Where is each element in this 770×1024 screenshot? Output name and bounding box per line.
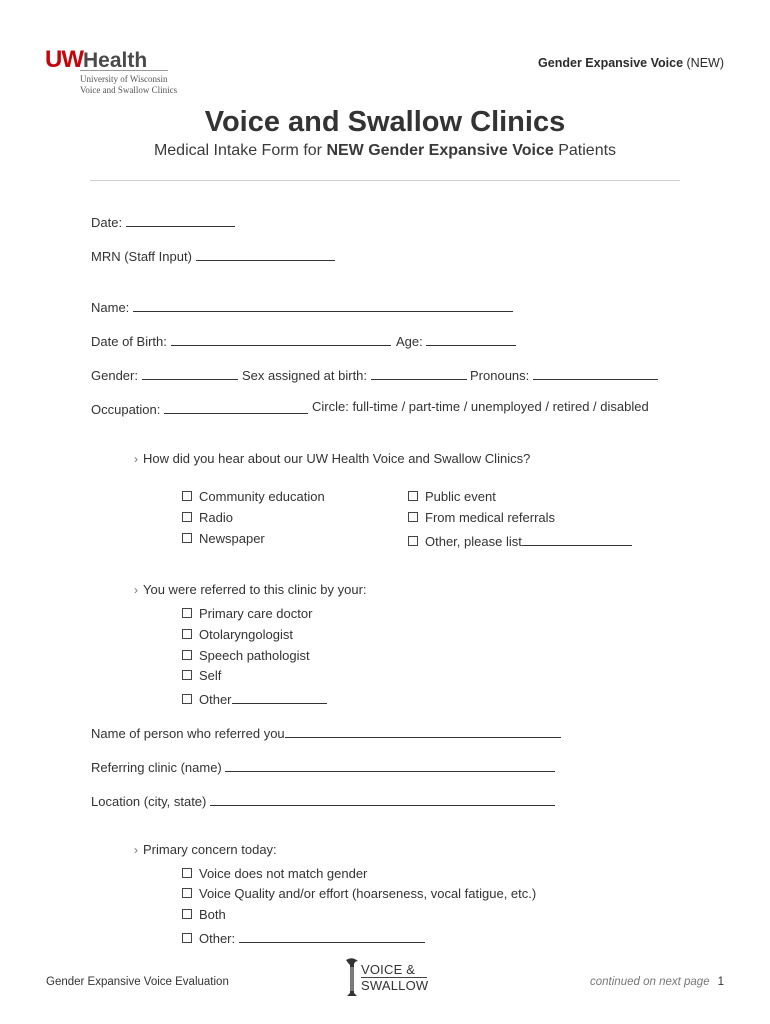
pronouns-line[interactable]	[533, 365, 658, 380]
footer-left: Gender Expansive Voice Evaluation	[46, 976, 229, 988]
logo-subtitle	[80, 74, 177, 96]
date-field[interactable]	[91, 212, 235, 230]
checkbox-icon[interactable]	[408, 512, 418, 522]
pronouns-label: Pronouns:	[470, 368, 530, 383]
checkbox-self[interactable]	[182, 668, 221, 683]
chevron-right-icon: ›	[134, 843, 138, 857]
checkbox-icon[interactable]	[182, 670, 192, 680]
date-line[interactable]	[126, 212, 235, 227]
sex-at-birth-label: Sex assigned at birth:	[242, 368, 368, 383]
option-label: Other, please list	[425, 534, 522, 549]
checkbox-icon[interactable]	[182, 491, 192, 501]
gender-label: Gender:	[91, 368, 138, 383]
age-field[interactable]	[396, 331, 516, 349]
name-line[interactable]	[133, 297, 513, 312]
checkbox-icon[interactable]	[408, 536, 418, 546]
option-label: Newspaper	[199, 531, 265, 546]
other-concern-line[interactable]	[239, 928, 425, 943]
occupation-circle[interactable]: Circle: full-time / part-time / unemployed / retired / disabled	[312, 399, 649, 414]
checkbox-primary-care[interactable]	[182, 606, 312, 621]
mrn-label: MRN (Staff Input)	[91, 249, 192, 264]
option-label: Primary care doctor	[199, 606, 313, 621]
dob-line[interactable]	[171, 331, 391, 346]
name-label: Name:	[91, 300, 130, 315]
checkbox-other-list[interactable]	[408, 531, 632, 549]
checkbox-icon[interactable]	[408, 491, 418, 501]
question-hear-text: How did you hear about our UW Health Voice and Swallow Clinics?	[143, 451, 531, 466]
gender-line[interactable]	[142, 365, 238, 380]
divider	[90, 180, 680, 181]
checkbox-icon[interactable]	[182, 512, 192, 522]
mrn-line[interactable]	[196, 246, 335, 261]
dob-label: Date of Birth:	[91, 334, 167, 349]
checkbox-icon[interactable]	[182, 694, 192, 704]
logo-health: Health	[82, 49, 148, 72]
referrer-name-line[interactable]	[285, 723, 561, 738]
referring-clinic-line[interactable]	[225, 757, 555, 772]
option-label: Other	[199, 692, 232, 707]
option-label: Community education	[199, 489, 325, 504]
option-label: Speech pathologist	[199, 648, 310, 663]
age-line[interactable]	[426, 331, 516, 346]
question-referred-text: You were referred to this clinic by your:	[143, 582, 367, 597]
location-label: Location (city, state)	[91, 794, 207, 809]
question-hear	[134, 451, 530, 466]
sex-at-birth-field[interactable]	[242, 365, 467, 383]
checkbox-other-concern[interactable]	[182, 928, 425, 946]
referring-clinic-field[interactable]	[91, 757, 555, 775]
checkbox-medical-referrals[interactable]	[408, 510, 555, 525]
continued-note: continued on next page	[590, 976, 710, 988]
subtitle-pre: Medical Intake Form for	[153, 142, 327, 159]
occupation-line[interactable]	[164, 399, 308, 414]
checkbox-community-education[interactable]	[182, 489, 325, 504]
occupation-label: Occupation:	[91, 402, 161, 417]
name-field[interactable]	[91, 297, 513, 315]
occupation-field[interactable]	[91, 399, 308, 417]
page-title: Voice and Swallow Clinics	[204, 106, 566, 138]
checkbox-icon[interactable]	[182, 909, 192, 919]
mrn-field[interactable]	[91, 246, 335, 264]
location-line[interactable]	[210, 791, 555, 806]
checkbox-voice-quality[interactable]	[182, 886, 536, 901]
gender-field[interactable]	[91, 365, 238, 383]
date-label: Date:	[91, 215, 123, 230]
logo-sub-line2: Voice and Swallow Clinics	[80, 85, 178, 95]
option-label: Self	[199, 668, 222, 683]
checkbox-icon[interactable]	[182, 650, 192, 660]
checkbox-icon[interactable]	[182, 868, 192, 878]
referring-clinic-label: Referring clinic (name)	[91, 760, 222, 775]
other-list-line[interactable]	[522, 531, 632, 546]
logo-voice-text: VOICE &	[361, 962, 416, 977]
checkbox-icon[interactable]	[182, 888, 192, 898]
checkbox-icon[interactable]	[182, 608, 192, 618]
chevron-right-icon: ›	[134, 583, 138, 597]
option-label: Voice Quality and/or effort (hoarseness, vocal fatigue, etc.)	[199, 886, 537, 901]
page-number: 1	[717, 976, 724, 988]
option-label: Otolaryngologist	[199, 627, 293, 642]
checkbox-other-referral[interactable]	[182, 689, 327, 707]
dob-field[interactable]	[91, 331, 391, 349]
checkbox-icon[interactable]	[182, 533, 192, 543]
checkbox-voice-gender[interactable]	[182, 866, 367, 881]
age-label: Age:	[396, 334, 423, 349]
pronouns-field[interactable]	[470, 365, 658, 383]
footer-right	[590, 976, 724, 988]
checkbox-radio[interactable]	[182, 510, 233, 525]
form-type-rest: (NEW)	[683, 56, 724, 70]
option-label: Public event	[425, 489, 496, 504]
other-referral-line[interactable]	[232, 689, 327, 704]
chevron-right-icon: ›	[134, 452, 138, 466]
option-label: From medical referrals	[425, 510, 556, 525]
checkbox-otolaryngologist[interactable]	[182, 627, 293, 642]
option-label: Other:	[199, 931, 236, 946]
form-type-label	[538, 56, 724, 70]
checkbox-public-event[interactable]	[408, 489, 496, 504]
option-label: Both	[199, 907, 226, 922]
checkbox-newspaper[interactable]	[182, 531, 265, 546]
subtitle-post: Patients	[553, 142, 617, 159]
referrer-name-field[interactable]	[91, 723, 561, 741]
option-label: Voice does not match gender	[199, 866, 368, 881]
column-icon	[344, 957, 360, 997]
checkbox-icon[interactable]	[182, 629, 192, 639]
subtitle-bold: NEW Gender Expansive Voice	[326, 142, 554, 159]
sex-at-birth-line[interactable]	[371, 365, 467, 380]
voice-swallow-logo	[344, 957, 430, 997]
checkbox-speech-pathologist[interactable]	[182, 648, 310, 663]
logo-swallow-text: SWALLOW	[361, 978, 429, 993]
logo-uw: UW	[45, 46, 83, 73]
logo-underline	[80, 70, 168, 71]
question-referred	[134, 582, 367, 597]
checkbox-both[interactable]	[182, 907, 226, 922]
location-field[interactable]	[91, 791, 555, 809]
form-type-bold: Gender Expansive Voice	[538, 56, 684, 70]
option-label: Radio	[199, 510, 233, 525]
logo-sub-line1: University of Wisconsin	[80, 74, 168, 84]
question-concern	[134, 842, 277, 857]
question-concern-text: Primary concern today:	[143, 842, 277, 857]
referrer-name-label: Name of person who referred you	[91, 726, 285, 741]
checkbox-icon[interactable]	[182, 933, 192, 943]
page-subtitle	[0, 142, 770, 160]
